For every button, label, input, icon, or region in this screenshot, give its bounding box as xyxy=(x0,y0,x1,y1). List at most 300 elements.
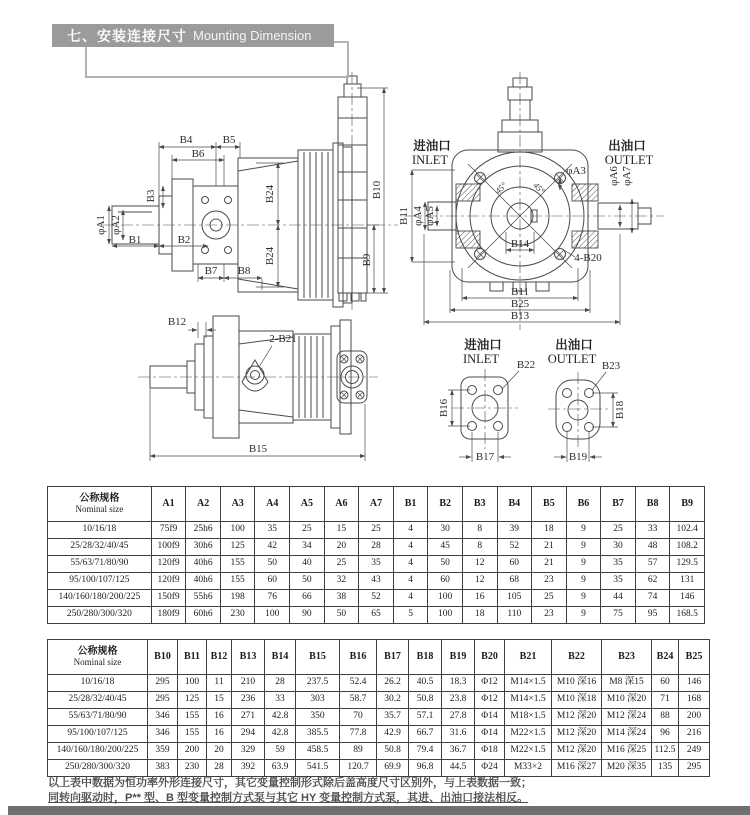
value-cell: 303 xyxy=(296,692,340,709)
value-cell: M12 深20 xyxy=(552,726,602,743)
value-cell: 30.2 xyxy=(377,692,409,709)
dim-label-b13: B13 xyxy=(510,310,530,322)
value-cell: 68 xyxy=(497,573,532,590)
nominal-size-cell: 250/280/300/320 xyxy=(48,607,152,624)
value-cell: 198 xyxy=(220,590,255,607)
value-cell: M10 深20 xyxy=(602,692,652,709)
dim-label-b11-left: B11 xyxy=(398,207,410,225)
table-row xyxy=(48,709,710,726)
nominal-size-cell: 10/16/18 xyxy=(48,522,152,539)
value-cell: 146 xyxy=(670,590,705,607)
value-cell: 50 xyxy=(255,556,290,573)
dim-label-b2: B2 xyxy=(177,234,191,246)
value-cell: 9 xyxy=(566,590,601,607)
value-cell: 75f9 xyxy=(151,522,186,539)
value-cell: M10 深16 xyxy=(552,675,602,692)
col-header-b14: B14 xyxy=(265,640,296,675)
value-cell: 110 xyxy=(497,607,532,624)
section-banner xyxy=(52,24,334,47)
section-title-zh: 七、安装连接尺寸 xyxy=(67,27,187,44)
value-cell: 105 xyxy=(497,590,532,607)
value-cell: 350 xyxy=(296,709,340,726)
value-cell: 9 xyxy=(566,556,601,573)
value-cell: M10 深18 xyxy=(552,692,602,709)
value-cell: 28 xyxy=(359,539,394,556)
dim-label-b24-bottom: B24 xyxy=(264,246,276,266)
value-cell: 66 xyxy=(290,590,325,607)
value-cell: 295 xyxy=(679,760,710,777)
value-cell: 60 xyxy=(652,675,679,692)
value-cell: 236 xyxy=(232,692,265,709)
col-header-b20: B20 xyxy=(475,640,505,675)
dim-label-b5: B5 xyxy=(222,134,236,146)
value-cell: 249 xyxy=(679,743,710,760)
col-header-b23: B23 xyxy=(602,640,652,675)
value-cell: 23 xyxy=(532,607,567,624)
value-cell: 39 xyxy=(497,522,532,539)
value-cell: 135 xyxy=(652,760,679,777)
value-cell: 150f9 xyxy=(151,590,186,607)
value-cell: 35 xyxy=(601,573,636,590)
value-cell: M12 深20 xyxy=(552,709,602,726)
col-header-b7: B7 xyxy=(601,487,636,522)
dimension-table-b xyxy=(47,639,710,777)
value-cell: 271 xyxy=(232,709,265,726)
value-cell: 5 xyxy=(393,607,428,624)
value-cell: 295 xyxy=(148,692,178,709)
value-cell: 294 xyxy=(232,726,265,743)
value-cell: 155 xyxy=(220,556,255,573)
value-cell: Φ12 xyxy=(475,692,505,709)
dim-label-b12: B12 xyxy=(167,316,187,328)
nominal-size-header: 公称规格 Nominal size xyxy=(48,640,148,675)
col-header-b24: B24 xyxy=(652,640,679,675)
value-cell: 42.8 xyxy=(265,709,296,726)
angle-label-45-right: 45° xyxy=(531,180,547,196)
value-cell: 34 xyxy=(290,539,325,556)
table-row xyxy=(48,522,705,539)
value-cell: M14×1.5 xyxy=(505,675,552,692)
dim-label-b6: B6 xyxy=(191,148,205,160)
value-cell: 50 xyxy=(428,556,463,573)
value-cell: 100 xyxy=(428,607,463,624)
table-row xyxy=(48,675,710,692)
value-cell: 168.5 xyxy=(670,607,705,624)
value-cell: 25 xyxy=(290,522,325,539)
col-header-b18: B18 xyxy=(409,640,442,675)
col-header-a2: A2 xyxy=(186,487,221,522)
col-header-b2: B2 xyxy=(428,487,463,522)
value-cell: 100f9 xyxy=(151,539,186,556)
value-cell: 60h6 xyxy=(186,607,221,624)
value-cell: 35 xyxy=(359,556,394,573)
col-header-b12: B12 xyxy=(207,640,232,675)
value-cell: 44.5 xyxy=(442,760,475,777)
table-row xyxy=(48,573,705,590)
value-cell: 33 xyxy=(635,522,670,539)
value-cell: 108.2 xyxy=(670,539,705,556)
table-row xyxy=(48,760,710,777)
value-cell: 23 xyxy=(532,573,567,590)
value-cell: 52 xyxy=(359,590,394,607)
value-cell: 40h6 xyxy=(186,556,221,573)
value-cell: 69.9 xyxy=(377,760,409,777)
table-row xyxy=(48,607,705,624)
dim-label-b8: B8 xyxy=(237,265,251,277)
value-cell: 60 xyxy=(497,556,532,573)
col-header-b10: B10 xyxy=(148,640,178,675)
dim-label-b24-top: B24 xyxy=(264,184,276,204)
value-cell: 45 xyxy=(428,539,463,556)
value-cell: 11 xyxy=(207,675,232,692)
value-cell: Φ14 xyxy=(475,709,505,726)
value-cell: 57.1 xyxy=(409,709,442,726)
col-header-b11: B11 xyxy=(178,640,207,675)
col-header-b25: B25 xyxy=(679,640,710,675)
value-cell: 70 xyxy=(340,709,377,726)
dimension-table-a xyxy=(47,486,705,624)
value-cell: M22×1.5 xyxy=(505,726,552,743)
col-header-b22: B22 xyxy=(552,640,602,675)
dim-label-2b21: 2-B21 xyxy=(269,333,297,345)
value-cell: 346 xyxy=(148,726,178,743)
value-cell: 27.8 xyxy=(442,709,475,726)
value-cell: 295 xyxy=(148,675,178,692)
value-cell: M12 深20 xyxy=(552,743,602,760)
value-cell: 33 xyxy=(265,692,296,709)
value-cell: 96 xyxy=(652,726,679,743)
nominal-size-cell: 25/28/32/40/45 xyxy=(48,539,152,556)
value-cell: 52 xyxy=(497,539,532,556)
value-cell: 168 xyxy=(679,692,710,709)
value-cell: 50.8 xyxy=(377,743,409,760)
value-cell: 200 xyxy=(679,709,710,726)
value-cell: 8 xyxy=(462,522,497,539)
value-cell: 43 xyxy=(359,573,394,590)
drawing-front-view xyxy=(398,72,664,330)
value-cell: 25 xyxy=(601,522,636,539)
value-cell: 100 xyxy=(220,522,255,539)
value-cell: 129.5 xyxy=(670,556,705,573)
value-cell: 21 xyxy=(532,539,567,556)
technical-drawing xyxy=(0,52,750,484)
drawing-port-flanges xyxy=(438,337,626,463)
col-header-a4: A4 xyxy=(255,487,290,522)
value-cell: 58.7 xyxy=(340,692,377,709)
value-cell: 237.5 xyxy=(296,675,340,692)
value-cell: 30h6 xyxy=(186,539,221,556)
value-cell: 21 xyxy=(532,556,567,573)
dim-label-a5: φA5 xyxy=(424,206,436,226)
value-cell: 12 xyxy=(462,556,497,573)
dim-label-b3: B3 xyxy=(145,189,157,203)
value-cell: 15 xyxy=(207,692,232,709)
dim-label-a4: φA4 xyxy=(412,206,424,226)
value-cell: 100 xyxy=(255,607,290,624)
value-cell: 120f9 xyxy=(151,556,186,573)
dim-label-b10: B10 xyxy=(371,180,383,200)
dim-label-b16: B16 xyxy=(438,398,450,418)
value-cell: 16 xyxy=(207,709,232,726)
dim-label-a1: φA1 xyxy=(95,215,107,235)
value-cell: 89 xyxy=(340,743,377,760)
value-cell: 112.5 xyxy=(652,743,679,760)
outlet-label-en: OUTLET xyxy=(604,153,654,167)
value-cell: 90 xyxy=(290,607,325,624)
nominal-size-cell: 55/63/71/80/90 xyxy=(48,709,148,726)
value-cell: 8 xyxy=(462,539,497,556)
value-cell: 9 xyxy=(566,573,601,590)
value-cell: 35 xyxy=(601,556,636,573)
value-cell: 230 xyxy=(178,760,207,777)
value-cell: 4 xyxy=(393,539,428,556)
dim-label-a7: φA7 xyxy=(621,166,633,186)
value-cell: 42 xyxy=(255,539,290,556)
value-cell: 120.7 xyxy=(340,760,377,777)
value-cell: 120f9 xyxy=(151,573,186,590)
value-cell: 16 xyxy=(462,590,497,607)
col-header-b19: B19 xyxy=(442,640,475,675)
value-cell: M16 深27 xyxy=(552,760,602,777)
value-cell: 180f9 xyxy=(151,607,186,624)
value-cell: 230 xyxy=(220,607,255,624)
value-cell: 40h6 xyxy=(186,573,221,590)
col-header-b6: B6 xyxy=(566,487,601,522)
table-row xyxy=(48,743,710,760)
dim-label-b7: B7 xyxy=(204,265,218,277)
value-cell: 155 xyxy=(220,573,255,590)
nominal-size-cell: 25/28/32/40/45 xyxy=(48,692,148,709)
value-cell: 66.7 xyxy=(409,726,442,743)
value-cell: 52.4 xyxy=(340,675,377,692)
value-cell: Φ18 xyxy=(475,743,505,760)
value-cell: 9 xyxy=(566,522,601,539)
table-row xyxy=(48,590,705,607)
value-cell: 458.5 xyxy=(296,743,340,760)
dim-label-4b20: 4-B20 xyxy=(574,252,602,264)
value-cell: 210 xyxy=(232,675,265,692)
value-cell: 155 xyxy=(178,709,207,726)
value-cell: 359 xyxy=(148,743,178,760)
value-cell: 155 xyxy=(178,726,207,743)
value-cell: M14×1.5 xyxy=(505,692,552,709)
outlet-flange-label-zh: 出油口 xyxy=(555,338,593,352)
col-header-a3: A3 xyxy=(220,487,255,522)
value-cell: 4 xyxy=(393,556,428,573)
col-header-b1: B1 xyxy=(393,487,428,522)
value-cell: 25 xyxy=(532,590,567,607)
nominal-size-cell: 95/100/107/125 xyxy=(48,726,148,743)
value-cell: 88 xyxy=(652,709,679,726)
col-header-b15: B15 xyxy=(296,640,340,675)
value-cell: 55h6 xyxy=(186,590,221,607)
value-cell: 40 xyxy=(290,556,325,573)
col-header-a7: A7 xyxy=(359,487,394,522)
value-cell: 125 xyxy=(178,692,207,709)
col-header-b17: B17 xyxy=(377,640,409,675)
section-title-en: Mounting Dimension xyxy=(193,28,312,43)
col-header-a5: A5 xyxy=(290,487,325,522)
dim-label-a2: φA2 xyxy=(110,215,122,235)
value-cell: 30 xyxy=(601,539,636,556)
value-cell: 30 xyxy=(428,522,463,539)
value-cell: 216 xyxy=(679,726,710,743)
value-cell: M22×1.5 xyxy=(505,743,552,760)
col-header-b3: B3 xyxy=(462,487,497,522)
value-cell: 44 xyxy=(601,590,636,607)
col-header-b16: B16 xyxy=(340,640,377,675)
dim-label-b15: B15 xyxy=(248,443,268,455)
value-cell: 18.3 xyxy=(442,675,475,692)
col-header-a1: A1 xyxy=(151,487,186,522)
value-cell: 76 xyxy=(255,590,290,607)
value-cell: Φ14 xyxy=(475,726,505,743)
table-row xyxy=(48,692,710,709)
value-cell: 40.5 xyxy=(409,675,442,692)
value-cell: 50 xyxy=(324,607,359,624)
value-cell: 62 xyxy=(635,573,670,590)
footnote-line-1: 以上表中数据为恒功率外形连接尺寸，其它变量控制形式除后盖高度尺寸区别外，与上表数据一致； xyxy=(48,777,532,789)
value-cell: 50 xyxy=(290,573,325,590)
dim-label-b14: B14 xyxy=(510,238,530,250)
value-cell: 346 xyxy=(148,709,178,726)
value-cell: 60 xyxy=(255,573,290,590)
value-cell: 146 xyxy=(679,675,710,692)
outlet-flange-label-en: OUTLET xyxy=(547,352,597,366)
footnote-line-2: 同转向驱动时，P** 型、B 型变量控制方式泵与其它 HY 变量控制方式泵，其进、出油口接法相反。 xyxy=(48,792,529,804)
col-header-b21: B21 xyxy=(505,640,552,675)
col-header-b13: B13 xyxy=(232,640,265,675)
nominal-size-header: 公称规格 Nominal size xyxy=(48,487,152,522)
nominal-size-cell: 140/160/180/200/225 xyxy=(48,590,152,607)
value-cell: 16 xyxy=(207,726,232,743)
col-header-b9: B9 xyxy=(670,487,705,522)
value-cell: 200 xyxy=(178,743,207,760)
nominal-size-cell: 250/280/300/320 xyxy=(48,760,148,777)
inlet-flange-label-zh: 进油口 xyxy=(464,338,502,352)
value-cell: 26.2 xyxy=(377,675,409,692)
value-cell: 100 xyxy=(428,590,463,607)
value-cell: M8 深15 xyxy=(602,675,652,692)
dim-label-b4: B4 xyxy=(179,134,193,146)
value-cell: 329 xyxy=(232,743,265,760)
value-cell: 65 xyxy=(359,607,394,624)
dim-label-a6: φA6 xyxy=(608,166,620,186)
value-cell: Φ12 xyxy=(475,675,505,692)
value-cell: 38 xyxy=(324,590,359,607)
value-cell: M16 深25 xyxy=(602,743,652,760)
footer-bar xyxy=(8,806,750,815)
value-cell: 35 xyxy=(255,522,290,539)
inlet-label-zh: 进油口 xyxy=(413,139,451,153)
value-cell: 77.8 xyxy=(340,726,377,743)
dim-label-b18: B18 xyxy=(614,400,626,420)
value-cell: 131 xyxy=(670,573,705,590)
nominal-size-cell: 55/63/71/80/90 xyxy=(48,556,152,573)
value-cell: 385.5 xyxy=(296,726,340,743)
value-cell: 63.9 xyxy=(265,760,296,777)
dim-label-b19: B19 xyxy=(568,451,588,463)
nominal-size-cell: 10/16/18 xyxy=(48,675,148,692)
value-cell: M14 深24 xyxy=(602,726,652,743)
dim-label-b1: B1 xyxy=(128,234,142,246)
value-cell: 95 xyxy=(635,607,670,624)
value-cell: 4 xyxy=(393,573,428,590)
value-cell: 32 xyxy=(324,573,359,590)
value-cell: 25h6 xyxy=(186,522,221,539)
value-cell: 9 xyxy=(566,539,601,556)
value-cell: 25 xyxy=(324,556,359,573)
value-cell: 383 xyxy=(148,760,178,777)
dim-label-a3: φA3 xyxy=(566,165,586,177)
col-header-a6: A6 xyxy=(324,487,359,522)
value-cell: 35.7 xyxy=(377,709,409,726)
table-row xyxy=(48,726,710,743)
value-cell: 12 xyxy=(462,573,497,590)
dim-label-b23: B23 xyxy=(601,360,621,372)
footnotes xyxy=(48,776,720,806)
dim-label-b11-bottom: B11 xyxy=(511,286,529,298)
nominal-size-cell: 140/160/180/200/225 xyxy=(48,743,148,760)
table-row xyxy=(48,556,705,573)
angle-label-45-left: 45° xyxy=(493,180,509,196)
value-cell: 71 xyxy=(652,692,679,709)
value-cell: 4 xyxy=(393,522,428,539)
value-cell: M20 深35 xyxy=(602,760,652,777)
outlet-label-zh: 出油口 xyxy=(608,139,646,153)
dim-label-b22: B22 xyxy=(516,359,536,371)
inlet-flange-label-en: INLET xyxy=(462,352,500,366)
value-cell: 50.8 xyxy=(409,692,442,709)
value-cell: 9 xyxy=(566,607,601,624)
drawing-side-view-plain xyxy=(138,316,378,461)
value-cell: 15 xyxy=(324,522,359,539)
value-cell: 392 xyxy=(232,760,265,777)
col-header-b8: B8 xyxy=(635,487,670,522)
value-cell: 74 xyxy=(635,590,670,607)
value-cell: 541.5 xyxy=(296,760,340,777)
col-header-b5: B5 xyxy=(532,487,567,522)
value-cell: M12 深24 xyxy=(602,709,652,726)
dim-label-b25: B25 xyxy=(510,298,530,310)
value-cell: 18 xyxy=(462,607,497,624)
value-cell: Φ24 xyxy=(475,760,505,777)
drawing-side-view-valve xyxy=(95,72,398,310)
value-cell: 42.9 xyxy=(377,726,409,743)
inlet-label-en: INLET xyxy=(411,153,449,167)
value-cell: 42.8 xyxy=(265,726,296,743)
value-cell: 4 xyxy=(393,590,428,607)
value-cell: 125 xyxy=(220,539,255,556)
value-cell: 79.4 xyxy=(409,743,442,760)
value-cell: M33×2 xyxy=(505,760,552,777)
value-cell: 25 xyxy=(359,522,394,539)
value-cell: 18 xyxy=(532,522,567,539)
value-cell: 31.6 xyxy=(442,726,475,743)
dim-label-b9: B9 xyxy=(361,253,373,267)
value-cell: 57 xyxy=(635,556,670,573)
nominal-size-cell: 95/100/107/125 xyxy=(48,573,152,590)
value-cell: 59 xyxy=(265,743,296,760)
value-cell: 102.4 xyxy=(670,522,705,539)
dim-label-b17: B17 xyxy=(475,451,495,463)
value-cell: M18×1.5 xyxy=(505,709,552,726)
value-cell: 36.7 xyxy=(442,743,475,760)
value-cell: 96.8 xyxy=(409,760,442,777)
value-cell: 23.8 xyxy=(442,692,475,709)
value-cell: 100 xyxy=(178,675,207,692)
value-cell: 28 xyxy=(265,675,296,692)
